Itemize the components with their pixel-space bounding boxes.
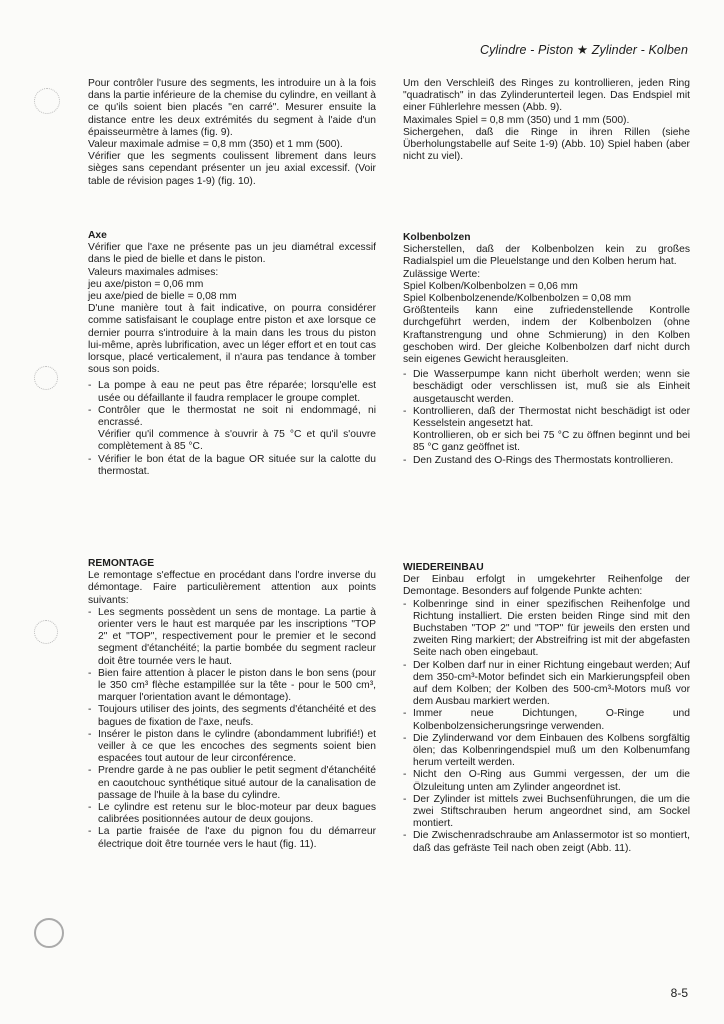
list-item: - Kontrollieren, daß der Thermostat nicht beschädigt ist oder Kesselstein angesetzt hat. Kontrollieren, ob er sich bei 75 °C zu öffnen beginnt und bei 85 °C ganz geöffnet ist. — [403, 406, 690, 455]
german-intro: Um den Verschleiß des Ringes zu kontrollieren, jeden Ring "quadratisch" in das Zylinderunterteil legen. Das Endspiel mit einer Fühlerlehre messen (Abb. 9). Maximales Spiel = 0,8 mm (350) und 1 mm (500). Sichergehen, daß die Ringe in ihren Rillen (siehe Überholungstabelle auf Seite 1-9) (Abb. 10) Spiel haben (aber nicht zu viel). — [403, 78, 690, 163]
list-item: - Les segments possèdent un sens de montage. La partie à orienter vers le haut est marquée par les inscriptions "TOP 2" et "TOP", respectivement pour le premier et le second segment d'étanchéité; la partie bombée du segment racleur doit être tournée vers le haut. — [88, 607, 376, 668]
french-axe-text2: D'une manière tout à fait indicative, on pourra considérer comme satisfaisant le couplage entre piston et axe lorsque ce dernier pourra s'introduire à la main dans les trous du piston lui-même, après lubrification, avec un léger effort et en tout cas lorsque, placé verticalement, il n'aura pas tendance à tomber sous son poids. — [88, 303, 376, 376]
list-item: - Die Zwischenradschraube am Anlassermotor ist so montiert, daß das gefräste Teil nach oben zeigt (Abb. 11). — [403, 830, 690, 854]
list-item: - Kolbenringe sind in einer spezifischen Reihenfolge und Richtung installiert. Die ersten beiden Ringe sind mit den Buchstaben "TOP 2" und "TOP" für jeweils den ersten und zweiten Ring markiert; der Abstreifring ist mit der abgefasten Seite nach oben eingebaut. — [403, 599, 690, 660]
french-axe-list — [88, 380, 376, 478]
german-wiedereinbau-heading: WIEDEREINBAU — [403, 562, 484, 573]
list-item: - Insérer le piston dans le cylindre (abondamment lubrifié!) et veiller à ce que les encoches des segments soient bien espacées tout autour de leur circonférence. — [88, 729, 376, 766]
list-item: - Contrôler que le thermostat ne soit ni endommagé, ni encrassé. Vérifier qu'il commence à s'ouvrir à 75 °C et qu'il s'ouvre complètement à 85 °C. — [88, 405, 376, 454]
german-kolbenbolzen-heading: Kolbenbolzen — [403, 232, 471, 243]
german-kolbenbolzen-list — [403, 369, 690, 467]
list-item: - Vérifier le bon état de la bague OR située sur la calotte du thermostat. — [88, 454, 376, 478]
german-wiedereinbau-list — [403, 599, 690, 855]
list-item: - Prendre garde à ne pas oublier le petit segment d'étanchéité en caoutchouc synthétique situé autour de la canalisation de passage de l'huile à la base du cylindre. — [88, 765, 376, 802]
german-column — [403, 78, 690, 163]
french-remontage-section — [88, 558, 376, 851]
french-intro: Pour contrôler l'usure des segments, les introduire un à la fois dans la partie inférieure de la chemise du cylindre, en veillant à ce qu'ils soient bien placés "en carré". Mesurer ensuite la distance entre les deux extrémités du segment à l'aide d'un épaisseurmètre à lames (fig. 9). Valeur maximale admise = 0,8 mm (350) et 1 mm (500). Vérifier que les segments coulissent librement dans leurs sièges sans cependant présenter un jeu axial excessif. (Voir table de révision pages 1-9) (fig. 10). — [88, 78, 376, 187]
list-item: - Le cylindre est retenu sur le bloc-moteur par deux bagues calibrées positionnées autour de deux goujons. — [88, 802, 376, 826]
list-item: - Die Wasserpumpe kann nicht überholt werden; wenn sie beschädigt oder verschlissen ist, muß sie als Einheit ausgetauscht werden. — [403, 369, 690, 406]
list-item: - Immer neue Dichtungen, O-Ringe und Kolbenbolzensicherungsringe verwenden. — [403, 708, 690, 732]
french-remontage-heading: REMONTAGE — [88, 558, 155, 569]
page-header-title: Cylindre - Piston ★ Zylinder - Kolben — [479, 43, 688, 57]
french-axe-heading: Axe — [88, 230, 107, 241]
french-remontage-text: Le remontage s'effectue en procédant dans l'ordre inverse du démontage. Faire particulièrement attention aux points suivants: — [88, 570, 376, 606]
german-kolbenbolzen-text: Sicherstellen, daß der Kolbenbolzen kein zu großes Radialspiel um die Pleuelstange und den Kolben herum hat. Zulässige Werte: Spiel Kolben/Kolbenbolzen = 0,06 mm Spiel Kolbenbolzenende/Kolbenbolzen = 0,08 mm — [403, 244, 690, 305]
list-item: - Der Zylinder ist mittels zwei Buchsenführungen, die um die zwei Stiftschrauben herum angeordnet sind, am Sockel montiert. — [403, 794, 690, 831]
punch-hole-mark — [34, 366, 58, 390]
french-remontage-list — [88, 607, 376, 851]
french-axe-section — [88, 230, 376, 478]
list-item: - La pompe à eau ne peut pas être réparée; lorsqu'elle est usée ou défaillante il faudra remplacer le groupe complet. — [88, 380, 376, 404]
german-wiedereinbau-text: Der Einbau erfolgt in umgekehrter Reihenfolge der Demontage. Besonders auf folgende Punkte achten: — [403, 574, 690, 598]
list-item: - Bien faire attention à placer le piston dans le bon sens (pour le 350 cm³ flèche estampillée sur la tête - pour le 500 cm³, marquer l'orientation avant le démontage). — [88, 668, 376, 705]
punch-hole-mark — [34, 620, 58, 644]
page-number: 8-5 — [670, 986, 688, 1000]
list-item: - Nicht den O-Ring aus Gummi vergessen, der um die Ölzuleitung unten am Zylinder angeordnet ist. — [403, 769, 690, 793]
german-kolbenbolzen-text2: Größtenteils kann eine zufriedenstellende Kontrolle durchgeführt werden, indem der Kolbenbolzen (ohne Kraftanstrengung und ohne Schmierung) in den Kolben geschoben wird. Der gleiche Kolbenbolzen darf nicht durch sein eigenes Gewicht herausgleiten. — [403, 305, 690, 366]
list-item: - Die Zylinderwand vor dem Einbauen des Kolbens sorgfältig ölen; das Kolbenringendspiel muß um den Kolbenumfang herum verteilt werden. — [403, 733, 690, 770]
german-wiedereinbau-section — [403, 562, 690, 855]
french-axe-text: Vérifier que l'axe ne présente pas un jeu diamétral excessif dans le pied de bielle et dans le piston. Valeurs maximales admises: jeu axe/piston = 0,06 mm jeu axe/pied de bielle = 0,08 mm — [88, 242, 376, 303]
list-item: - Der Kolben darf nur in einer Richtung eingebaut werden; Auf dem 350-cm³-Motor befindet sich ein Markierungspfeil oben auf dem Kolben; der Kolben des 500-cm³-Motors muß vor dem Ausbau markiert werden. — [403, 660, 690, 709]
punch-hole-mark — [34, 88, 60, 114]
punch-hole-mark — [34, 918, 64, 948]
list-item: - Den Zustand des O-Rings des Thermostats kontrollieren. — [403, 455, 690, 467]
list-item: - Toujours utiliser des joints, des segments d'étanchéité et des bagues de fixation de l'axe, neufs. — [88, 704, 376, 728]
german-kolbenbolzen-section — [403, 232, 690, 467]
list-item: - La partie fraisée de l'axe du pignon fou du démarreur électrique doit être tournée vers le haut (fig. 11). — [88, 826, 376, 850]
